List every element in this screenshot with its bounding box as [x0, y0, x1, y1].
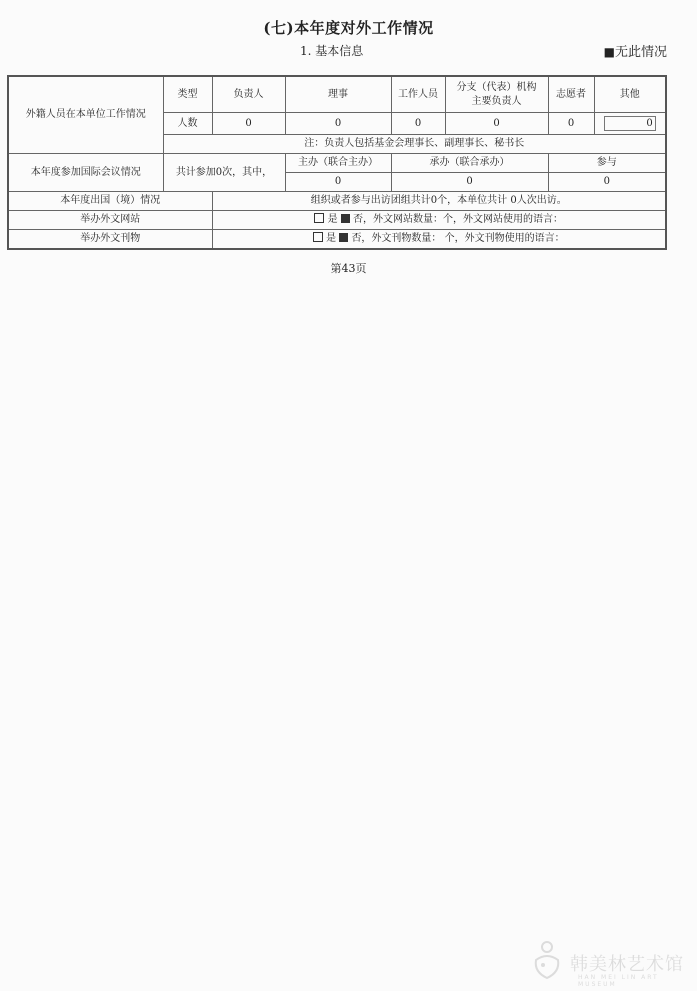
section-title: (七)本年度对外工作情况	[263, 19, 434, 37]
publication-yes-label: 是	[326, 233, 337, 245]
conference-organize-value[interactable]: 0	[391, 173, 548, 192]
abroad-row	[8, 192, 666, 211]
subsection-title: 1. 基本信息	[300, 44, 364, 58]
museum-watermark-subtext: HAN MEI LIN ART MUSEUM	[578, 974, 659, 988]
no-situation-label: 无此情况	[614, 45, 667, 60]
type-label: 类型	[163, 76, 212, 113]
website-row	[8, 211, 666, 230]
checked-box-icon[interactable]	[339, 233, 348, 242]
conference-header-row	[8, 154, 666, 173]
col-head-director: 理事	[285, 76, 391, 113]
museum-watermark-text: 韩美林艺术馆	[570, 954, 684, 975]
col-head-principal: 负责人	[212, 76, 285, 113]
website-detail: 外文网站数量：个，外文网站使用的语言：	[373, 214, 564, 226]
count-volunteer[interactable]: 0	[548, 113, 594, 135]
count-other[interactable]: 0	[604, 116, 656, 131]
col-head-other: 其他	[594, 76, 666, 113]
col-head-volunteer: 志愿者	[548, 76, 594, 113]
unchecked-box-icon[interactable]	[314, 213, 324, 223]
museum-logo-icon	[530, 938, 564, 982]
conference-col-organize: 承办（联合承办）	[391, 154, 548, 173]
publication-options	[212, 230, 666, 250]
count-label: 人数	[163, 113, 212, 135]
count-branch-head[interactable]: 0	[445, 113, 548, 135]
publication-label: 举办外文刊物	[8, 230, 212, 250]
unchecked-box-icon[interactable]	[313, 232, 323, 242]
staff-note: 注：负责人包括基金会理事长、副理事长、秘书长	[163, 135, 666, 154]
conference-summary: 共计参加0次，其中，	[163, 154, 285, 192]
foreign-staff-label: 外籍人员在本单位工作情况	[8, 76, 163, 154]
publication-no-label: 否，	[351, 233, 372, 245]
publication-row	[8, 230, 666, 250]
museum-watermark	[530, 930, 690, 988]
checked-box-icon[interactable]	[341, 214, 350, 223]
website-label: 举办外文网站	[8, 211, 212, 230]
website-options	[212, 211, 666, 230]
count-principal[interactable]: 0	[212, 113, 285, 135]
conference-label: 本年度参加国际会议情况	[8, 154, 163, 192]
col-head-staff: 工作人员	[391, 76, 445, 113]
count-director[interactable]: 0	[285, 113, 391, 135]
abroad-text: 组织或者参与出访团组共计0个，本单位共计 0人次出访。	[212, 192, 666, 211]
conference-col-participate: 参与	[548, 154, 666, 173]
conference-host-value[interactable]: 0	[285, 173, 391, 192]
abroad-label: 本年度出国（境）情况	[8, 192, 212, 211]
publication-detail: 外文刊物数量： 个，外文刊物使用的语言：	[371, 233, 565, 245]
checked-square-icon: ■	[603, 45, 615, 59]
conference-col-host: 主办（联合主办）	[285, 154, 391, 173]
foreign-work-table	[7, 75, 667, 250]
conference-participate-value[interactable]: 0	[548, 173, 666, 192]
website-yes-label: 是	[327, 214, 338, 226]
staff-header-row	[8, 76, 666, 113]
page-number: 第43页	[330, 262, 367, 275]
count-other-cell	[594, 113, 666, 135]
count-staff[interactable]: 0	[391, 113, 445, 135]
col-head-branch-head: 分支（代表）机构 主要负责人	[445, 76, 548, 113]
no-situation-checkbox[interactable]	[604, 41, 667, 60]
website-no-label: 否，	[353, 214, 374, 226]
